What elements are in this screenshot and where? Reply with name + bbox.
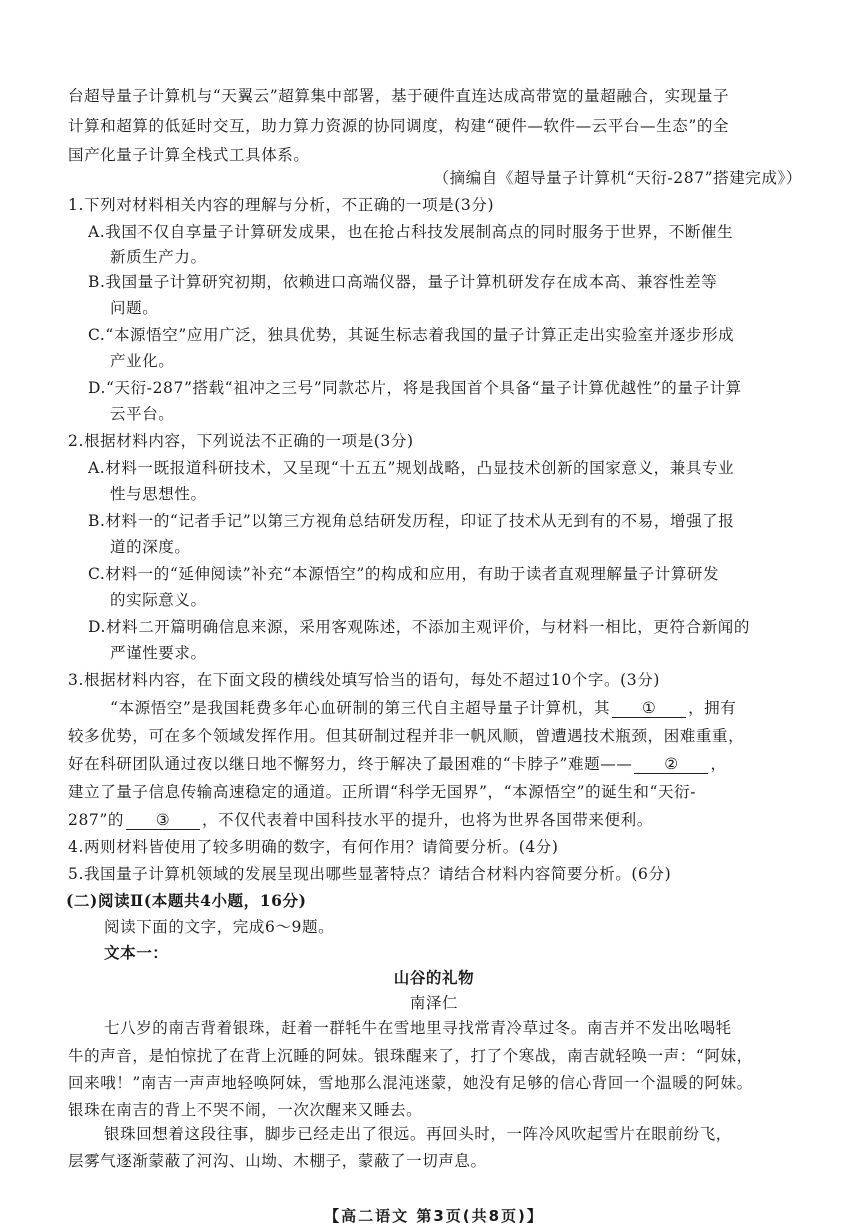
story-line: 回来哦！”南吉一声声地轻唤阿妹，雪地那么混沌迷蒙，她没有足够的信心背回一个温暖的阿妹。 xyxy=(68,1074,753,1092)
material-line: 台超导量子计算机与“天翼云”超算集中部署，基于硬件直连达成高带宽的量超融合，实现量子 xyxy=(68,87,730,105)
q2-option-b-cont: 道的深度。 xyxy=(110,538,191,556)
q3-passage-line: 建立了量子信息传输高速稳定的通道。正所谓“科学无国界”，“本源悟空”的诞生和“天衍- xyxy=(68,783,697,801)
story-line: 七八岁的南吉背着银珠，赶着一群牦牛在雪地里寻找常青冷草过冬。南吉并不发出吆喝牦 xyxy=(104,1019,732,1037)
question-3-stem: 3.根据材料内容，在下面文段的横线处填写恰当的语句，每处不超过10个字。(3分) xyxy=(68,671,660,689)
q1-option-b-cont: 问题。 xyxy=(110,299,159,317)
q2-option-b: B.材料一的“记者手记”以第三方视角总结研发历程，印证了技术从无到有的不易，增强了报 xyxy=(88,512,735,530)
page-footer: 【高二语文 第3页(共8页)】 xyxy=(324,1207,544,1225)
story-line: 牛的声音，是怕惊扰了在背上沉睡的阿妹。银珠醒来了，打了个寒战，南吉就轻唤一声：“阿妹， xyxy=(68,1047,753,1065)
material-line: 计算和超算的低延时交互，助力算力资源的协同调度，构建“硬件—软件—云平台—生态”的全 xyxy=(68,117,730,135)
material-line: 国产化量子计算全栈式工具体系。 xyxy=(68,146,310,164)
q3-passage-line: 较多优势，可在多个领域发挥作用。但其研制过程并非一帆风顺，曾遭遇技术瓶颈，困难重重， xyxy=(68,727,745,745)
fill-blank-3[interactable]: ③ xyxy=(126,812,200,830)
material-source: （摘编自《超导量子计算机“天衍-287”搭建完成》） xyxy=(433,169,802,187)
q3-text: ，拥有 xyxy=(688,699,737,717)
q1-option-b: B.我国量子计算研究初期，依赖进口高端仪器，量子计算机研发存在成本高、兼容性差等 xyxy=(88,273,718,291)
story-line: 银珠在南吉的背上不哭不闹，一次次醒来又睡去。 xyxy=(68,1101,423,1119)
q3-text: 好在科研团队通过夜以继日地不懈努力，终于解决了最困难的“卡脖子”难题—— xyxy=(68,755,633,773)
q3-passage-line xyxy=(68,754,808,774)
section-instruction: 阅读下面的文字，完成6～9题。 xyxy=(104,918,335,936)
q3-text: ， xyxy=(710,755,727,773)
q2-option-c-cont: 的实际意义。 xyxy=(110,591,207,609)
story-line: 银珠回想着这段往事，脚步已经走出了很远。再回头时，一阵冷风吹起雪片在眼前纷飞， xyxy=(104,1125,732,1143)
q2-option-a: A.材料一既报道科研技术，又呈现“十五五”规划战略，凸显技术创新的国家意义，兼具专业 xyxy=(88,459,735,477)
text-one-label: 文本一： xyxy=(104,943,169,962)
question-2-stem: 2.根据材料内容，下列说法不正确的一项是(3分) xyxy=(68,432,414,450)
fill-blank-2[interactable]: ② xyxy=(634,756,708,774)
q2-option-d: D.材料二开篇明确信息来源，采用客观陈述，不添加主观评价，与材料一相比，更符合新闻的 xyxy=(88,618,751,636)
story-line: 层雾气逐渐蒙蔽了河沟、山坳、木棚子，蒙蔽了一切声息。 xyxy=(68,1152,487,1170)
story-author: 南泽仁 xyxy=(409,994,459,1012)
fill-blank-1[interactable]: ① xyxy=(612,700,686,718)
q1-option-c: C.“本源悟空”应用广泛，独具优势，其诞生标志着我国的量子计算正走出实验室并逐步形成 xyxy=(88,326,735,344)
q3-passage-line xyxy=(110,698,810,718)
q3-text: 287”的 xyxy=(68,811,125,829)
q3-text: ，不仅代表着中国科技水平的提升，也将为世界各国带来便利。 xyxy=(202,811,653,829)
q3-passage-line xyxy=(68,810,808,830)
question-5: 5.我国量子计算机领域的发展呈现出哪些显著特点？请结合材料内容简要分析。(6分) xyxy=(68,865,672,883)
story-title: 山谷的礼物 xyxy=(393,968,475,987)
q1-option-a-cont: 新质生产力。 xyxy=(110,248,207,266)
section-heading: (二)阅读Ⅱ(本题共4小题，16分) xyxy=(66,891,307,910)
q1-option-d: D.“天衍-287”搭载“祖冲之三号”同款芯片，将是我国首个具备“量子计算优越性”的量子计算 xyxy=(88,379,742,397)
q2-option-d-cont: 严谨性要求。 xyxy=(110,644,207,662)
q1-option-c-cont: 产业化。 xyxy=(110,352,175,370)
q3-text: “本源悟空”是我国耗费多年心血研制的第三代自主超导量子计算机，其 xyxy=(110,699,611,717)
q2-option-a-cont: 性与思想性。 xyxy=(110,485,207,503)
question-4: 4.两则材料皆使用了较多明确的数字，有何作用？请简要分析。(4分) xyxy=(68,838,559,856)
q1-option-a: A.我国不仅自享量子计算研发成果，也在抢占科技发展制高点的同时服务于世界，不断催生 xyxy=(88,223,734,241)
q1-option-d-cont: 云平台。 xyxy=(110,405,175,423)
question-1-stem: 1.下列对材料相关内容的理解与分析，不正确的一项是(3分) xyxy=(68,196,495,214)
q2-option-c: C.材料一的“延伸阅读”补充“本源悟空”的构成和应用，有助于读者直观理解量子计算研发 xyxy=(88,565,720,583)
